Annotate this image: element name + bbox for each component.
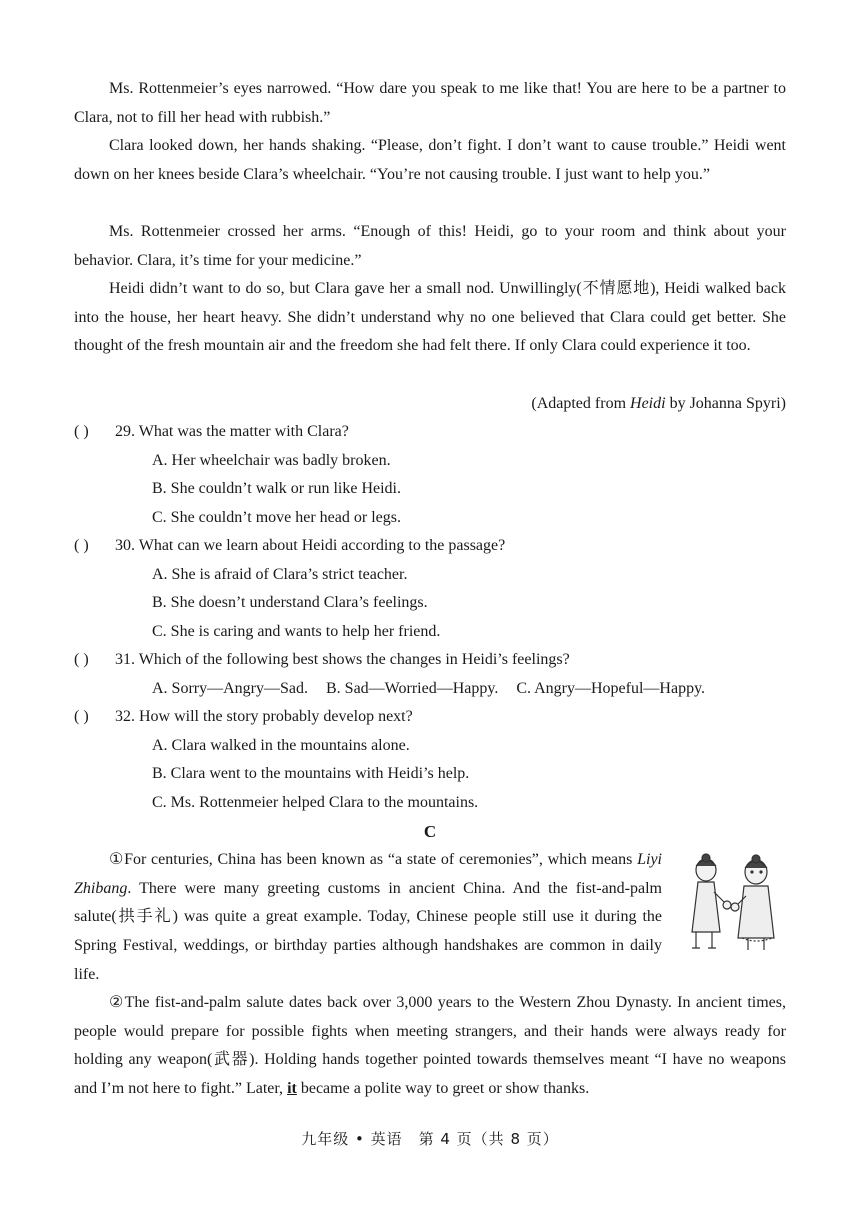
q32-option-b: B. Clara went to the mountains with Heidi’s help. [152, 765, 470, 782]
passage-c-paragraph-1 [74, 846, 662, 990]
q31-option-a: A. Sorry—Angry—Sad. [152, 680, 308, 697]
passage-b-paragraph-1: Ms. Rottenmeier’s eyes narrowed. “How dare you speak to me like that! You are here to be a partner to Clara, not to fill her head with rubbish.” [74, 80, 786, 126]
source-suffix: by Johanna Spyri) [665, 395, 786, 412]
q29-option-b: B. She couldn’t walk or run like Heidi. [152, 480, 401, 497]
q30-option-a: A. She is afraid of Clara’s strict teacher. [152, 566, 408, 583]
question-30 [74, 532, 505, 560]
page-footer: 九年级 • 英语 第 4 页（共 8 页） [301, 1130, 559, 1148]
q32-option-a: A. Clara walked in the mountains alone. [152, 737, 410, 754]
p1-text-a: ①For centuries, China has been known as “a state of ceremonies”, which means [109, 851, 638, 868]
p1-text-b: . There were many greeting customs in ancient China. And the fist-and-palm salute(拱手礼) was quite a great example. Today, Chinese people still use it during the Spring Festival, weddings, or birthday parties although handshakes are common in daily life. [74, 879, 662, 983]
q32-option-c: C. Ms. Rottenmeier helped Clara to the mountains. [152, 794, 479, 811]
q31-option-b: B. Sad—Worried—Happy. [326, 680, 499, 697]
source-citation [531, 390, 786, 418]
source-prefix: (Adapted from [531, 395, 631, 412]
p2-referent-it: it [287, 1080, 297, 1098]
q31-options [152, 675, 719, 703]
question-text: 32. How will the story probably develop next? [115, 708, 413, 725]
answer-blank[interactable]: ( ) [74, 708, 89, 725]
question-31 [74, 646, 570, 674]
p1-italic-term: Liyi Zhibang [74, 851, 662, 897]
answer-blank[interactable]: ( ) [74, 651, 89, 668]
q29-option-a: A. Her wheelchair was badly broken. [152, 452, 391, 469]
p2-text-b: became a polite way to greet or show thanks. [296, 1080, 590, 1098]
question-text: 29. What was the matter with Clara? [115, 423, 349, 440]
q29-option-c: C. She couldn’t move her head or legs. [152, 509, 401, 526]
passage-b-paragraph-4: Heidi didn’t want to do so, but Clara gave her a small nod. Unwillingly(不情愿地), Heidi walked back into the house, her heart heavy. She didn’t understand why no one believed that Clara could get better. She thought of the fresh mountain air and the freedom she had felt there. If only Clara could experience it too. [74, 280, 786, 355]
salute-illustration [676, 852, 788, 956]
passage-b-paragraph-2: Clara looked down, her hands shaking. “Please, don’t fight. I don’t want to cause trouble.” Heidi went down on her knees beside Clara’s wheelchair. “You’re not causing trouble. I just want to help you.” [74, 137, 786, 183]
passage-b-paragraph-3: Ms. Rottenmeier crossed her arms. “Enough of this! Heidi, go to your room and think about your behavior. Clara, it’s time for your medicine.” [74, 223, 786, 269]
q31-option-c: C. Angry—Hopeful—Happy. [516, 680, 706, 697]
passage-c-paragraph-2 [74, 989, 786, 1104]
question-text: 30. What can we learn about Heidi according to the passage? [115, 537, 506, 554]
q30-option-b: B. She doesn’t understand Clara’s feelings. [152, 594, 428, 611]
answer-blank[interactable]: ( ) [74, 537, 89, 554]
question-29 [74, 418, 349, 446]
question-32 [74, 703, 413, 731]
q30-option-c: C. She is caring and wants to help her friend. [152, 623, 441, 640]
p2-text-a: ②The fist-and-palm salute dates back over 3,000 years to the Western Zhou Dynasty. In ancient times, people would prepare for possible fights when meeting strangers, and their hands were always ready for holding any weapon(武器). Holding hands together pointed towards themselves meant “I have no weapons and I’m not here to fight.” Later, [74, 994, 786, 1098]
source-title: Heidi [630, 395, 666, 412]
question-text: 31. Which of the following best shows the changes in Heidi’s feelings? [115, 651, 570, 668]
section-heading-c: C [423, 822, 437, 841]
answer-blank[interactable]: ( ) [74, 423, 89, 440]
